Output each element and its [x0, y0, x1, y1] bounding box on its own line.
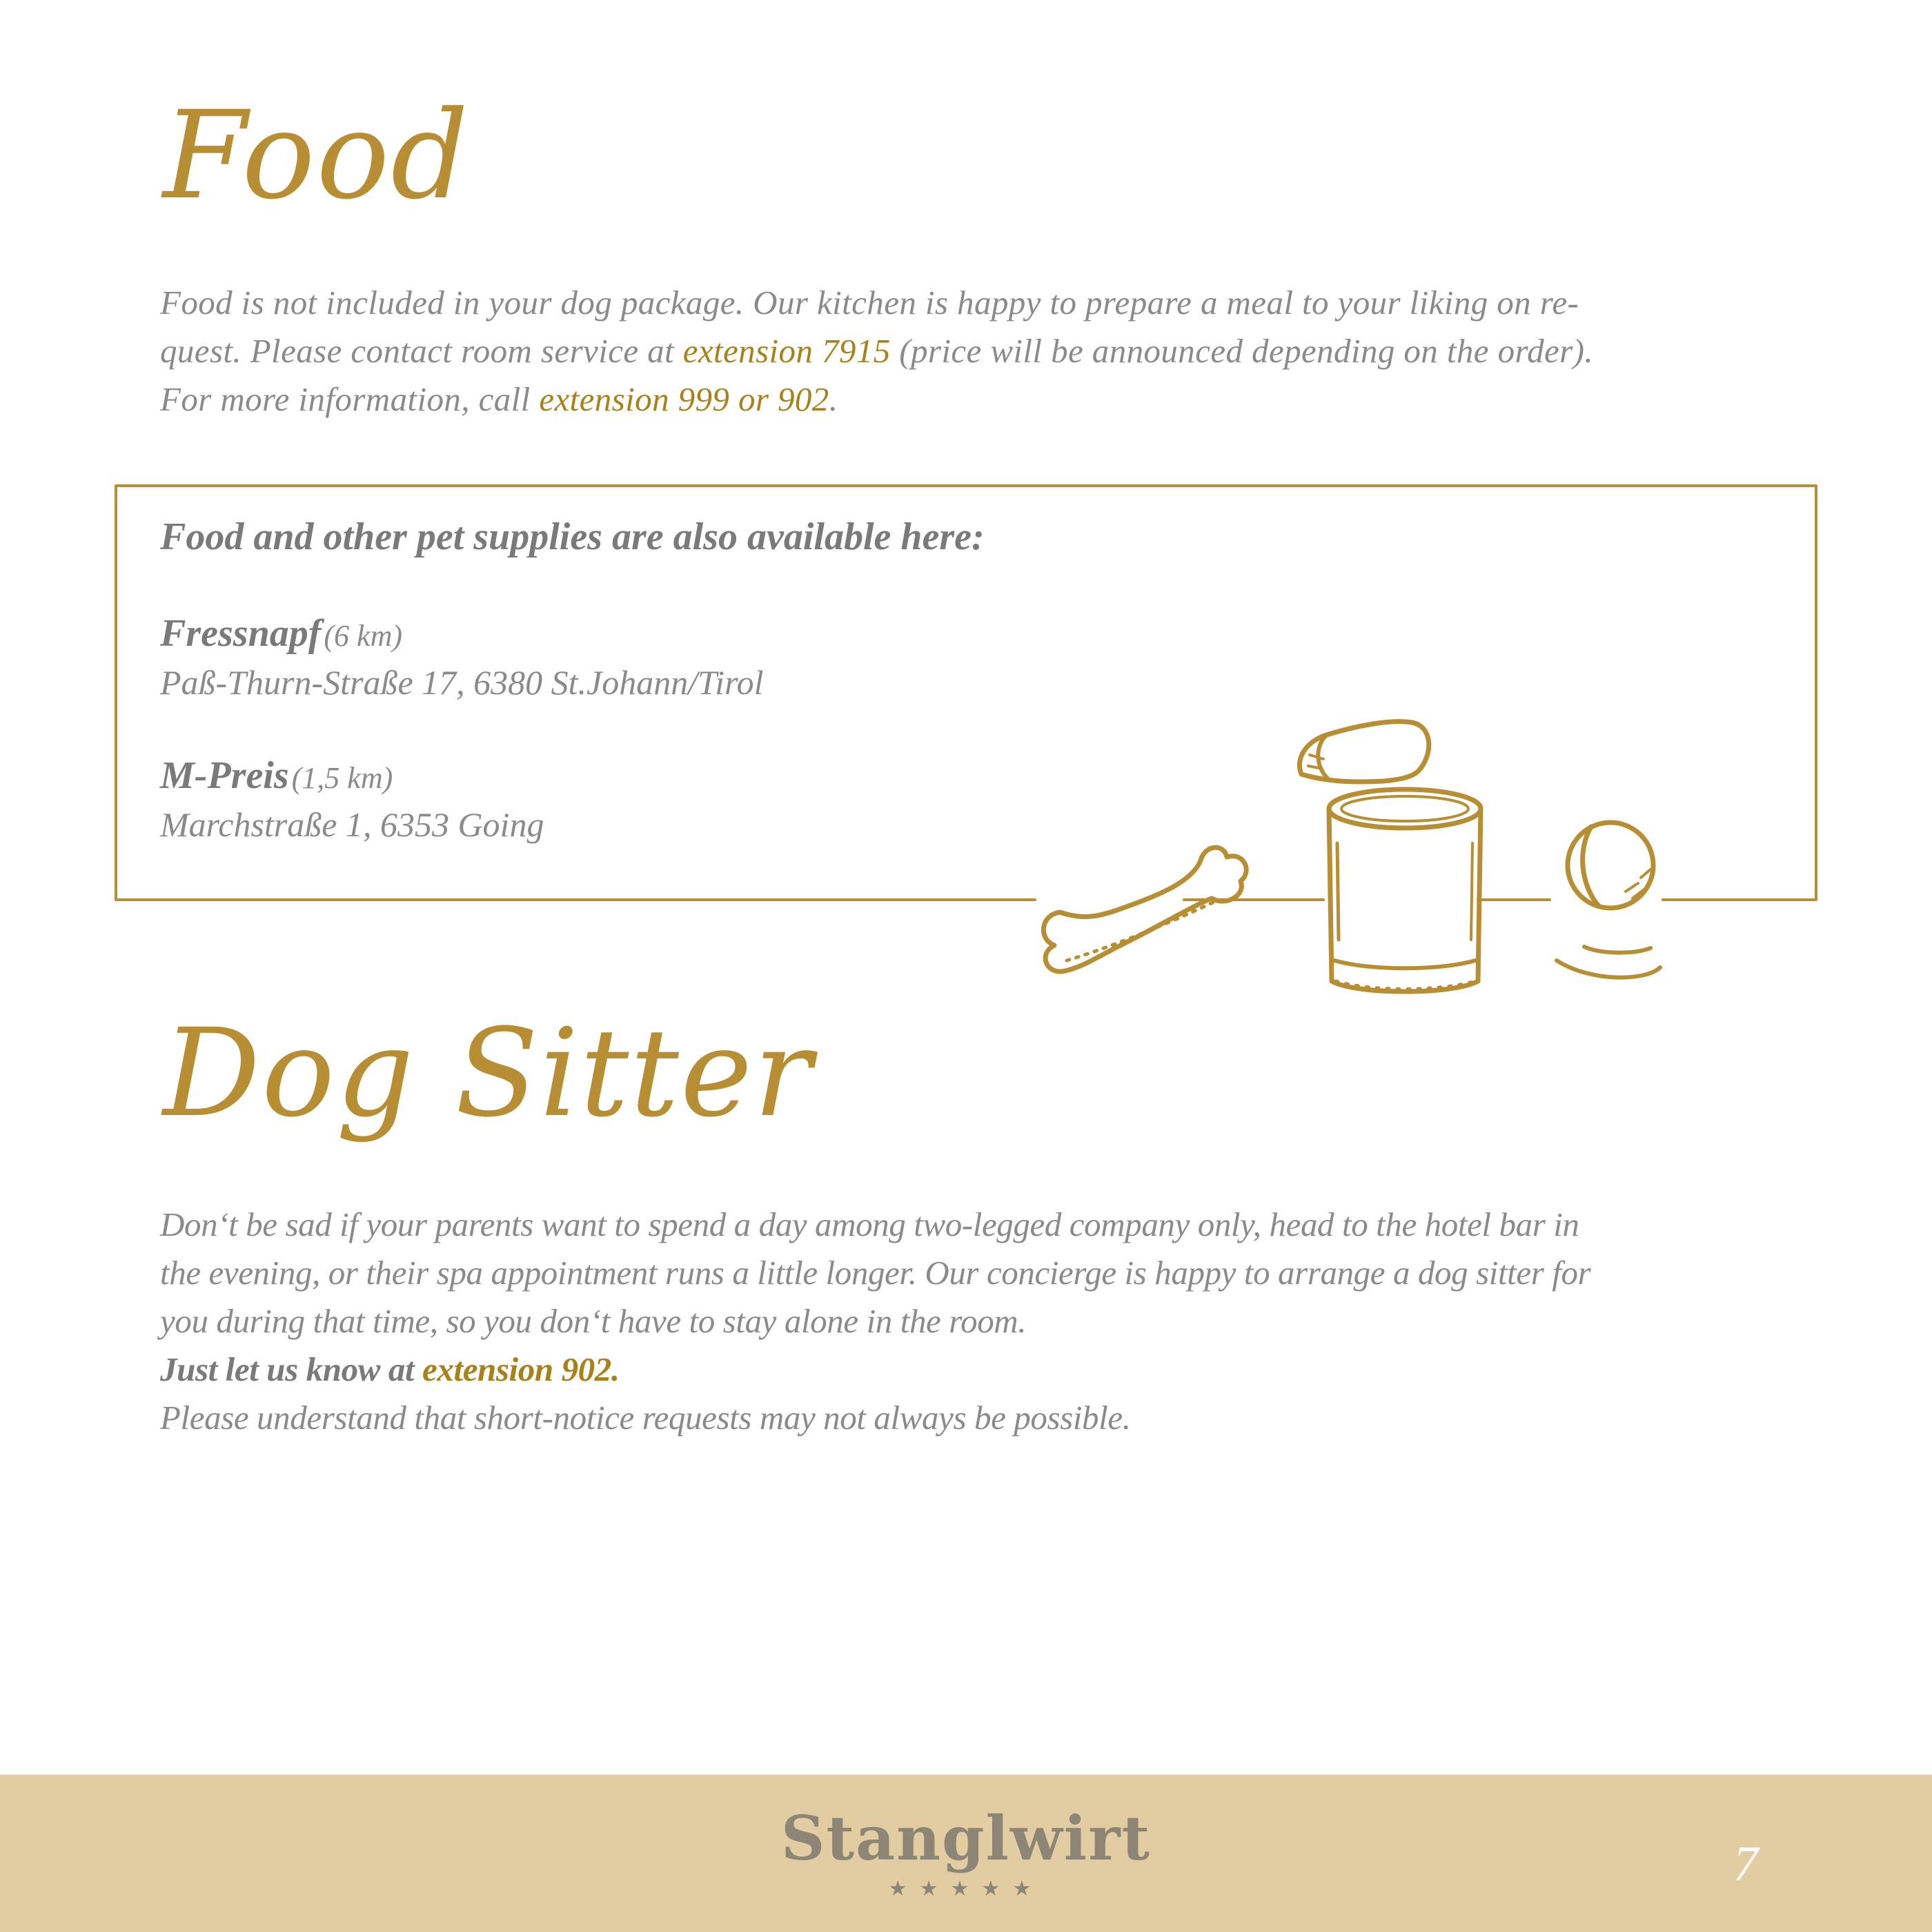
sitter-line-3: you during that time, so you don‘t have to stay alone in the room. [160, 1302, 1027, 1340]
food-line-3: For more information, call extension 999 or 902. [160, 380, 838, 418]
store-distance: (6 km) [324, 619, 402, 653]
supplies-box [115, 484, 1819, 1009]
sitter-line-2: the evening, or their spa appointment runs a little longer. Our concierge is happy to arrange a dog sitter for [160, 1254, 1591, 1292]
page-number: 7 [1733, 1836, 1758, 1891]
food-line-2: quest. Please contact room service at extension 7915 (price will be announced depending on the order). [160, 332, 1593, 370]
dog-food-can-icon [1299, 722, 1481, 992]
store-m-preis [160, 753, 393, 798]
store-distance: (1,5 km) [291, 761, 393, 795]
store-address: Marchstraße 1, 6353 Going [160, 805, 544, 844]
stanglwirt-logo: Stanglwirt [780, 1802, 1152, 1874]
food-paragraph [160, 279, 1593, 424]
bone-icon [1043, 847, 1246, 972]
store-address: Paß-Thurn-Straße 17, 6380 St.Johann/Tirol [160, 663, 764, 702]
dog-sitter-extension[interactable]: extension 902. [422, 1350, 620, 1388]
dog-sitter-paragraph [160, 1201, 1590, 1442]
food-line-1: Food is not included in your dog package. Our kitchen is happy to prepare a meal to your liking on re- [160, 284, 1579, 322]
sitter-call-to-action: Just let us know at extension 902. [160, 1350, 620, 1388]
sitter-line-1: Don‘t be sad if your parents want to spend a day among two-legged company only, head to the hotel bar in [160, 1205, 1579, 1243]
info-extension[interactable]: extension 999 or 902 [539, 380, 829, 418]
sitter-note: Please understand that short-notice requests may not always be possible. [160, 1399, 1131, 1437]
room-service-extension[interactable]: extension 7915 [682, 332, 891, 370]
store-name: M-Preis [160, 754, 289, 797]
ball-icon [1557, 822, 1660, 978]
rating-stars-icon: ★★★★★ [888, 1877, 1044, 1900]
store-name: Fressnapf [160, 612, 322, 655]
store-fressnapf [160, 611, 402, 656]
food-heading: Food [163, 85, 471, 226]
supplies-heading: Food and other pet supplies are also available here: [160, 515, 985, 558]
dog-sitter-heading: Dog Sitter [163, 1003, 814, 1144]
